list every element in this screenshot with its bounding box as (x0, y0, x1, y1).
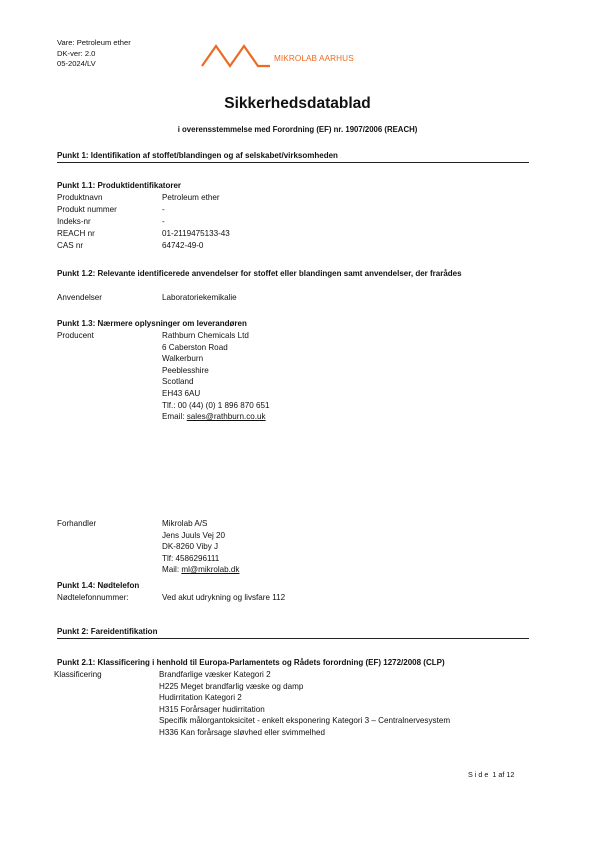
field-label: Produktnavn (57, 193, 103, 202)
section-1-divider (57, 162, 529, 163)
field-value: - (162, 217, 165, 226)
side-word: Side (468, 770, 491, 779)
field-label: Anvendelser (57, 293, 102, 302)
of-word: af (498, 770, 505, 779)
current-page: 1 (492, 770, 497, 779)
section-1-heading: Punkt 1: Identifikation af stoffet/blandingen og af selskabet/virksomheden (57, 151, 338, 160)
phone-line: Tlf.: 00 (44) (0) 1 896 870 651 (162, 400, 270, 410)
email-line (162, 411, 270, 423)
klassificering-label: Klassificering (54, 670, 102, 679)
field-label: Nødtelefonnummer: (57, 593, 129, 602)
field-label: CAS nr (57, 241, 84, 250)
section-1-4-heading: Punkt 1.4: Nødtelefon (57, 581, 140, 590)
classification-line: H225 Meget brandfarlig væske og damp (159, 681, 304, 691)
phone-line: Tlf: 4586296111 (162, 553, 220, 563)
forhandler-label: Forhandler (57, 519, 97, 528)
product-line: Vare: Petroleum ether (57, 38, 131, 47)
producent-label: Producent (57, 331, 94, 340)
field-label: REACH nr (57, 229, 95, 238)
field-value: 01-2119475133-43 (162, 229, 230, 238)
field-value: Laboratoriekemikalie (162, 293, 237, 302)
field-value: 64742-49-0 (162, 241, 204, 250)
email-prefix: Email: (162, 412, 187, 422)
logo-text: MIKROLAB AARHUS (274, 54, 354, 63)
logo-mark-icon (200, 38, 272, 68)
address-line: Rathburn Chemicals Ltd (162, 331, 249, 340)
section-2-divider (57, 638, 529, 639)
section-1-3-heading: Punkt 1.3: Nærmere oplysninger om leverandøren (57, 319, 247, 328)
field-value: Ved akut udrykning og livsfare 112 (162, 593, 286, 602)
address-line: DK-8260 Viby J (162, 542, 219, 552)
mail-prefix: Mail: (162, 565, 182, 575)
classification-line: H315 Forårsager hudirritation (159, 704, 265, 714)
field-label: Produkt nummer (57, 205, 117, 214)
address-line: Walkerburn (162, 354, 204, 364)
page-number (468, 769, 514, 780)
document-title: Sikkerhedsdatablad (224, 95, 371, 112)
field-label: Indeks-nr (57, 217, 91, 226)
section-1-1-heading: Punkt 1.1: Produktidentifikatorer (57, 181, 182, 190)
address-line: Peeblesshire (162, 365, 209, 375)
mail-line (162, 564, 239, 576)
classification-line: Brandfarlige væsker Kategori 2 (159, 670, 271, 679)
date-line: 05-2024/LV (57, 59, 96, 68)
section-2-1-heading: Punkt 2.1: Klassificering i henhold til Europa-Parlamentets og Rådets forordning (EF) 1272/2008 (CLP) (57, 658, 445, 667)
klassificering-list (159, 669, 450, 739)
mikrolab-logo (200, 38, 400, 70)
document-meta (57, 38, 131, 70)
classification-line: Specifik målorgantoksicitet - enkelt eksponering Kategori 3 – Centralnervesystem (159, 716, 451, 726)
producent-address (162, 330, 270, 423)
address-line: Scotland (162, 377, 194, 387)
address-line: Jens Juuls Vej 20 (162, 530, 225, 540)
total-pages: 12 (506, 770, 515, 779)
section-1-2-heading: Punkt 1.2: Relevante identificerede anvendelser for stoffet eller blandingen samt anvendelser, der frarådes (57, 269, 462, 278)
classification-line: Hudirritation Kategori 2 (159, 693, 242, 703)
producent-email-link[interactable]: sales@rathburn.co.uk (186, 412, 266, 422)
field-value: - (162, 205, 165, 214)
field-value: Petroleum ether (162, 193, 220, 202)
address-line: 6 Caberston Road (162, 342, 228, 352)
forhandler-mail-link[interactable]: ml@mikrolab.dk (181, 565, 240, 575)
section-2-heading: Punkt 2: Fareidentifikation (57, 627, 158, 636)
address-line: EH43 6AU (162, 388, 201, 398)
forhandler-address (162, 518, 239, 576)
classification-line: H336 Kan forårsage sløvhed eller svimmelhed (159, 727, 326, 737)
address-line: Mikrolab A/S (162, 519, 208, 528)
document-subtitle: i overensstemmelse med Forordning (EF) nr. 1907/2006 (REACH) (177, 125, 418, 134)
version-line: DK-ver: 2.0 (57, 48, 96, 58)
